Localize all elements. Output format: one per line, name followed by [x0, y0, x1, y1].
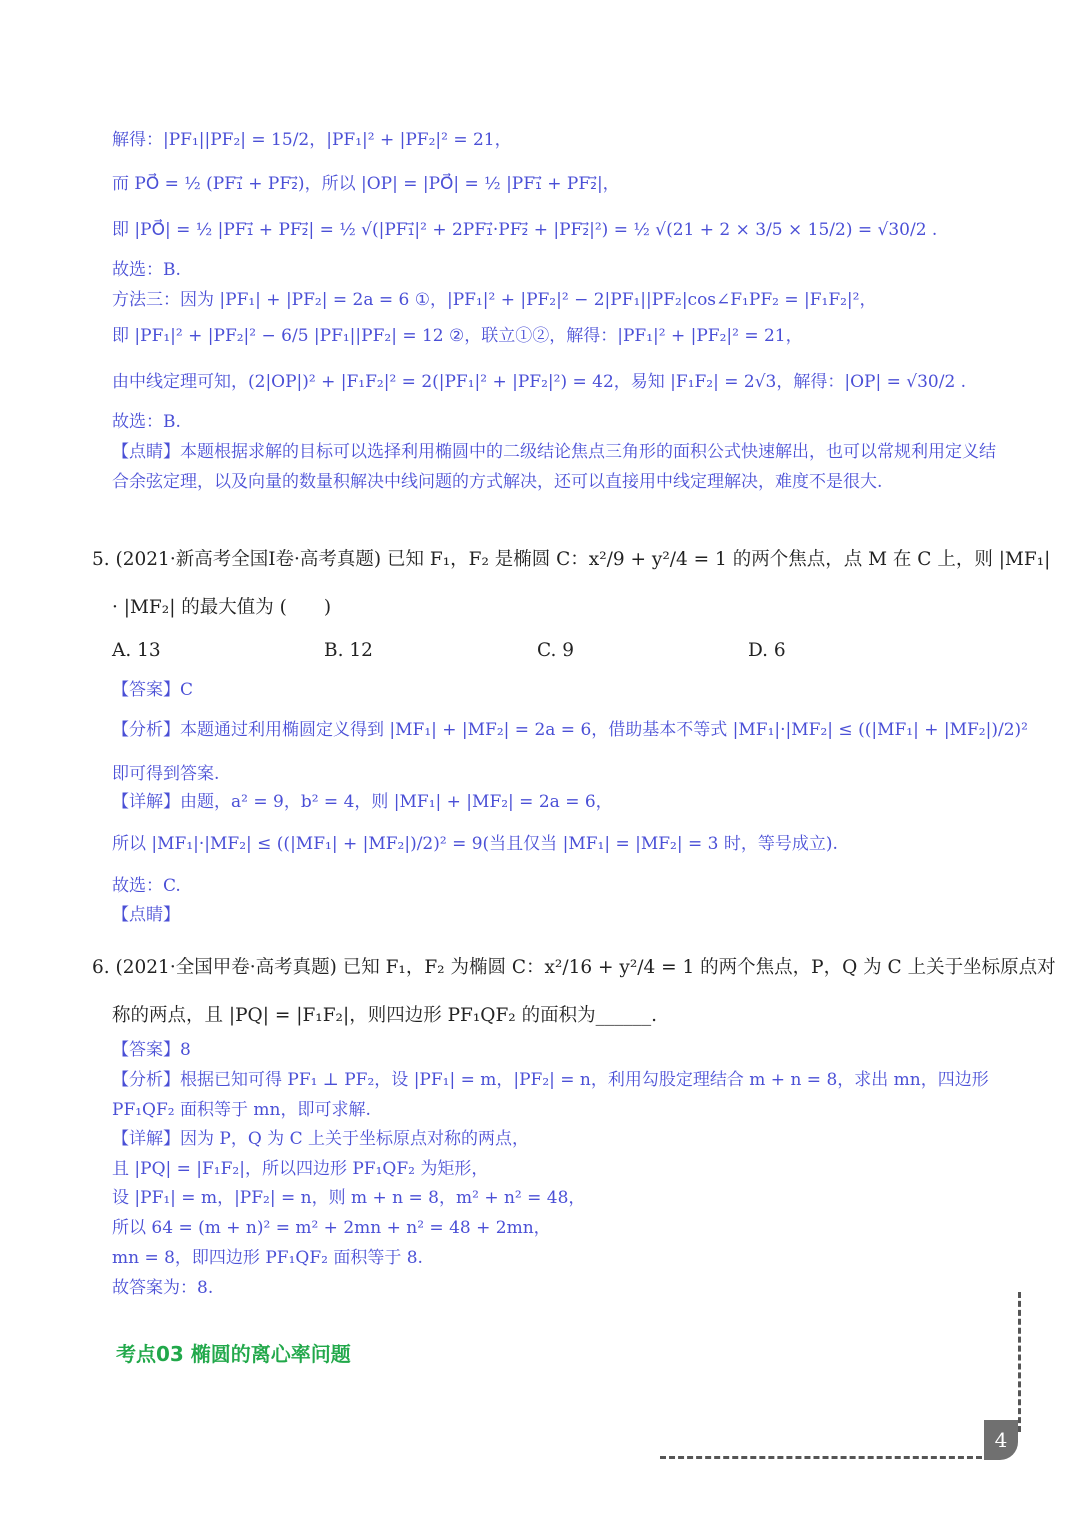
page-border-vertical	[1018, 1292, 1021, 1432]
q5-option-c: C. 9	[537, 640, 575, 661]
q6-stem-line-2: 称的两点，且 |PQ| = |F₁F₂|，则四边形 PF₁QF₂ 的面积为______.	[112, 1005, 657, 1026]
q5-stem-line-2: · |MF₂| 的最大值为 ( )	[112, 597, 332, 618]
q5-detail: 【详解】由题，a² = 9，b² = 4，则 |MF₁| + |MF₂| = 2a = 6，	[112, 792, 613, 812]
solution-line: 解得：|PF₁||PF₂| = 15/2，|PF₁|² + |PF₂|² = 21，	[112, 130, 512, 150]
q6-detail: 所以 64 = (m + n)² = m² + 2mn + n² = 48 + 2mn，	[112, 1218, 551, 1238]
q5-analysis-cont: 即可得到答案.	[112, 764, 220, 784]
q6-answer: 【答案】8	[112, 1040, 191, 1060]
q5-analysis: 【分析】本题通过利用椭圆定义得到 |MF₁| + |MF₂| = 2a = 6，借助基本不等式 |MF₁|·|MF₂| ≤ ((|MF₁| + |MF₂|)/2)²	[112, 720, 1028, 740]
q6-detail: 【详解】因为 P，Q 为 C 上关于坐标原点对称的两点，	[112, 1129, 529, 1149]
q5-detail-cont: 所以 |MF₁|·|MF₂| ≤ ((|MF₁| + |MF₂|)/2)² = 9(当且仅当 |MF₁| = |MF₂| = 3 时，等号成立).	[112, 834, 838, 854]
solution-line: 即 |PF₁|² + |PF₂|² − 6/5 |PF₁||PF₂| = 12 ②，联立①②，解得：|PF₁|² + |PF₂|² = 21，	[112, 326, 803, 346]
solution-line: 方法三：因为 |PF₁| + |PF₂| = 2a = 6 ①，|PF₁|² + |PF₂|² − 2|PF₁||PF₂|cos∠F₁PF₂ = |F₁F₂|²，	[112, 290, 877, 310]
q6-analysis-cont: PF₁QF₂ 面积等于 mn，即可求解.	[112, 1100, 371, 1120]
q5-option-b: B. 12	[324, 640, 373, 661]
q6-stem-line-1: 6. (2021·全国甲卷·高考真题) 已知 F₁，F₂ 为椭圆 C：x²/16 + y²/4 = 1 的两个焦点，P，Q 为 C 上关于坐标原点对	[92, 957, 1056, 978]
q6-analysis: 【分析】根据已知可得 PF₁ ⊥ PF₂，设 |PF₁| = m，|PF₂| = n，利用勾股定理结合 m + n = 8，求出 mn，四边形	[112, 1070, 989, 1090]
solution-line: 而 PO⃗ = ½ (PF₁⃗ + PF₂⃗)，所以 |OP| = |PO⃗| = ½ |PF₁⃗ + PF₂⃗|，	[112, 174, 620, 194]
q6-detail: 且 |PQ| = |F₁F₂|，所以四边形 PF₁QF₂ 为矩形，	[112, 1159, 489, 1179]
q5-dianjing: 【点睛】	[112, 905, 180, 925]
q5-answer: 【答案】C	[112, 680, 194, 700]
page-number: 4	[984, 1420, 1018, 1460]
solution-line: 故选：B.	[112, 260, 181, 280]
solution-line: 由中线定理可知，(2|OP|)² + |F₁F₂|² = 2(|PF₁|² + |PF₂|²) = 42，易知 |F₁F₂| = 2√3，解得：|OP| = √30/2 .	[112, 372, 967, 392]
q5-option-a: A. 13	[112, 640, 161, 661]
section-title: 考点03 椭圆的离心率问题	[116, 1342, 351, 1366]
dianjing-note: 【点睛】本题根据求解的目标可以选择利用椭圆中的二级结论焦点三角形的面积公式快速解出，也可以常规利用定义结合余弦定理，以及向量的数量积解决中线问题的方式解决，还可以直接用中线定理解决，难度不是很大.	[112, 442, 996, 492]
q5-option-d: D. 6	[748, 640, 786, 661]
q5-conclusion: 故选：C.	[112, 876, 181, 896]
solution-line: 即 |PO⃗| = ½ |PF₁⃗ + PF₂⃗| = ½ √(|PF₁⃗|² + 2PF₁⃗·PF₂⃗ + |PF₂⃗|²) = ½ √(21 + 2 × 3/5 × 15/2) = √30/2 .	[112, 220, 938, 240]
q5-stem-line-1: 5. (2021·新高考全国Ⅰ卷·高考真题) 已知 F₁，F₂ 是椭圆 C：x²/9 + y²/4 = 1 的两个焦点，点 M 在 C 上，则 |MF₁|	[92, 549, 1051, 570]
solution-line: 故选：B.	[112, 412, 181, 432]
q6-detail: 设 |PF₁| = m，|PF₂| = n，则 m + n = 8，m² + n² = 48，	[112, 1188, 586, 1208]
q6-detail: 故答案为：8.	[112, 1278, 214, 1298]
page-border-horizontal	[660, 1456, 982, 1459]
q6-detail: mn = 8，即四边形 PF₁QF₂ 面积等于 8.	[112, 1248, 423, 1268]
